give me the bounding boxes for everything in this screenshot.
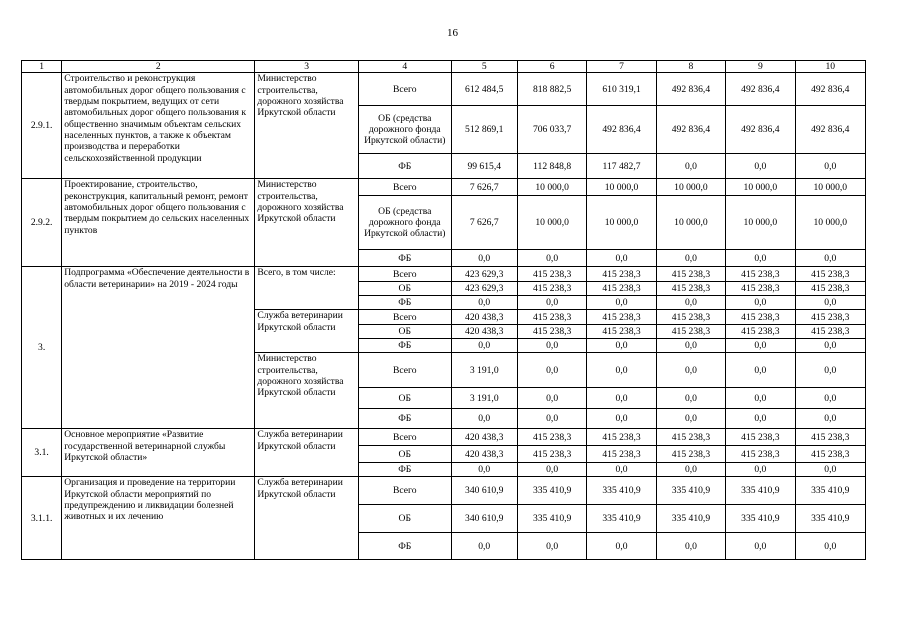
funding-source: ФБ xyxy=(358,463,451,477)
funding-source: ОБ xyxy=(358,282,451,296)
amount-cell: 415 238,3 xyxy=(795,429,865,446)
amount-cell: 0,0 xyxy=(656,353,725,388)
amount-cell: 335 410,9 xyxy=(795,477,865,505)
amount-cell: 415 238,3 xyxy=(726,310,795,325)
amount-cell: 3 191,0 xyxy=(451,388,517,409)
amount-cell: 335 410,9 xyxy=(587,477,656,505)
amount-cell: 415 238,3 xyxy=(795,310,865,325)
amount-cell: 0,0 xyxy=(451,250,517,267)
header-cell: 7 xyxy=(587,61,656,73)
item-number: 2.9.2. xyxy=(22,179,62,267)
amount-cell: 610 319,1 xyxy=(587,73,656,106)
header-cell: 8 xyxy=(656,61,725,73)
item-number: 3.1. xyxy=(22,429,62,477)
amount-cell: 0,0 xyxy=(517,296,586,310)
funding-source: ФБ xyxy=(358,154,451,179)
amount-cell: 10 000,0 xyxy=(795,179,865,196)
item-number: 3. xyxy=(22,267,62,429)
amount-cell: 335 410,9 xyxy=(726,505,795,533)
amount-cell: 0,0 xyxy=(795,250,865,267)
amount-cell: 0,0 xyxy=(726,353,795,388)
responsible-executor: Всего, в том числе: xyxy=(255,267,359,310)
amount-cell: 335 410,9 xyxy=(795,505,865,533)
amount-cell: 0,0 xyxy=(517,250,586,267)
funding-source: ОБ xyxy=(358,446,451,463)
amount-cell: 415 238,3 xyxy=(517,310,586,325)
amount-cell: 10 000,0 xyxy=(656,179,725,196)
amount-cell: 415 238,3 xyxy=(656,310,725,325)
amount-cell: 415 238,3 xyxy=(517,446,586,463)
amount-cell: 415 238,3 xyxy=(587,429,656,446)
amount-cell: 423 629,3 xyxy=(451,267,517,282)
amount-cell: 10 000,0 xyxy=(587,179,656,196)
amount-cell: 0,0 xyxy=(587,533,656,560)
funding-source: Всего xyxy=(358,267,451,282)
budget-table xyxy=(21,60,866,560)
item-number: 2.9.1. xyxy=(22,73,62,179)
amount-cell: 10 000,0 xyxy=(587,196,656,250)
amount-cell: 335 410,9 xyxy=(656,477,725,505)
amount-cell: 0,0 xyxy=(656,409,725,429)
amount-cell: 492 836,4 xyxy=(726,73,795,106)
funding-source: Всего xyxy=(358,429,451,446)
amount-cell: 415 238,3 xyxy=(656,282,725,296)
amount-cell: 492 836,4 xyxy=(795,73,865,106)
amount-cell: 7 626,7 xyxy=(451,196,517,250)
amount-cell: 0,0 xyxy=(656,463,725,477)
amount-cell: 340 610,9 xyxy=(451,477,517,505)
amount-cell: 335 410,9 xyxy=(517,505,586,533)
funding-source: ФБ xyxy=(358,296,451,310)
item-number: 3.1.1. xyxy=(22,477,62,560)
header-cell: 10 xyxy=(795,61,865,73)
amount-cell: 0,0 xyxy=(587,296,656,310)
amount-cell: 512 869,1 xyxy=(451,106,517,154)
amount-cell: 10 000,0 xyxy=(726,179,795,196)
amount-cell: 0,0 xyxy=(656,296,725,310)
page-number: 16 xyxy=(447,27,458,39)
amount-cell: 415 238,3 xyxy=(656,429,725,446)
amount-cell: 0,0 xyxy=(587,388,656,409)
amount-cell: 0,0 xyxy=(726,154,795,179)
amount-cell: 335 410,9 xyxy=(517,477,586,505)
table-body xyxy=(22,61,866,560)
amount-cell: 0,0 xyxy=(517,353,586,388)
amount-cell: 335 410,9 xyxy=(656,505,725,533)
amount-cell: 0,0 xyxy=(795,388,865,409)
amount-cell: 415 238,3 xyxy=(726,325,795,339)
funding-source: ОБ xyxy=(358,505,451,533)
amount-cell: 415 238,3 xyxy=(726,267,795,282)
amount-cell: 335 410,9 xyxy=(587,505,656,533)
header-cell: 1 xyxy=(22,61,62,73)
amount-cell: 0,0 xyxy=(451,463,517,477)
amount-cell: 0,0 xyxy=(795,353,865,388)
amount-cell: 0,0 xyxy=(517,463,586,477)
amount-cell: 420 438,3 xyxy=(451,310,517,325)
amount-cell: 0,0 xyxy=(656,339,725,353)
table-row xyxy=(22,267,866,282)
amount-cell: 0,0 xyxy=(795,296,865,310)
amount-cell: 415 238,3 xyxy=(587,310,656,325)
amount-cell: 0,0 xyxy=(451,296,517,310)
funding-source: ФБ xyxy=(358,250,451,267)
amount-cell: 415 238,3 xyxy=(587,325,656,339)
responsible-executor: Министерство строительства, дорожного хозяйства Иркутской области xyxy=(255,73,359,179)
table-row xyxy=(22,73,866,106)
amount-cell: 0,0 xyxy=(656,533,725,560)
responsible-executor: Министерство строительства, дорожного хозяйства Иркутской области xyxy=(255,179,359,267)
amount-cell: 818 882,5 xyxy=(517,73,586,106)
header-cell: 2 xyxy=(62,61,255,73)
amount-cell: 415 238,3 xyxy=(517,282,586,296)
header-cell: 9 xyxy=(726,61,795,73)
item-description: Основное мероприятие «Развитие государственной ветеринарной службы Иркутской области» xyxy=(62,429,255,477)
amount-cell: 415 238,3 xyxy=(795,282,865,296)
amount-cell: 0,0 xyxy=(517,388,586,409)
header-cell: 6 xyxy=(517,61,586,73)
item-description: Подпрограмма «Обеспечение деятельности в области ветеринарии» на 2019 - 2024 годы xyxy=(62,267,255,429)
responsible-executor: Служба ветеринарии Иркутской области xyxy=(255,477,359,560)
amount-cell: 0,0 xyxy=(587,353,656,388)
amount-cell: 0,0 xyxy=(656,388,725,409)
amount-cell: 3 191,0 xyxy=(451,353,517,388)
amount-cell: 415 238,3 xyxy=(795,325,865,339)
amount-cell: 0,0 xyxy=(726,533,795,560)
funding-source: ОБ (средства дорожного фонда Иркутской области) xyxy=(358,106,451,154)
amount-cell: 415 238,3 xyxy=(795,446,865,463)
amount-cell: 423 629,3 xyxy=(451,282,517,296)
funding-source: Всего xyxy=(358,179,451,196)
funding-source: ФБ xyxy=(358,339,451,353)
amount-cell: 415 238,3 xyxy=(517,325,586,339)
amount-cell: 112 848,8 xyxy=(517,154,586,179)
amount-cell: 415 238,3 xyxy=(656,267,725,282)
amount-cell: 0,0 xyxy=(587,409,656,429)
funding-source: ФБ xyxy=(358,409,451,429)
funding-source: Всего xyxy=(358,477,451,505)
amount-cell: 0,0 xyxy=(656,250,725,267)
item-description: Проектирование, строительство, реконструкция, капитальный ремонт, ремонт автомобильных дорог общего пользования с твердым покрытием до сельских населенных пунктов xyxy=(62,179,255,267)
amount-cell: 612 484,5 xyxy=(451,73,517,106)
amount-cell: 10 000,0 xyxy=(726,196,795,250)
item-description: Строительство и реконструкция автомобильных дорог общего пользования с твердым покрытием, ведущих от сети автомобильных дорог общего пользования к общественно значимым объектам сельских населенных пунктов, а также к объектам производства и переработки сельскохозяйственной продукции xyxy=(62,73,255,179)
amount-cell: 10 000,0 xyxy=(656,196,725,250)
amount-cell: 415 238,3 xyxy=(656,325,725,339)
amount-cell: 415 238,3 xyxy=(726,282,795,296)
amount-cell: 0,0 xyxy=(587,250,656,267)
funding-source: Всего xyxy=(358,353,451,388)
amount-cell: 0,0 xyxy=(517,409,586,429)
amount-cell: 340 610,9 xyxy=(451,505,517,533)
funding-source: ОБ xyxy=(358,325,451,339)
amount-cell: 0,0 xyxy=(795,409,865,429)
amount-cell: 492 836,4 xyxy=(726,106,795,154)
funding-source: Всего xyxy=(358,310,451,325)
amount-cell: 7 626,7 xyxy=(451,179,517,196)
amount-cell: 10 000,0 xyxy=(517,179,586,196)
amount-cell: 0,0 xyxy=(451,533,517,560)
amount-cell: 415 238,3 xyxy=(587,446,656,463)
header-cell: 5 xyxy=(451,61,517,73)
funding-source: Всего xyxy=(358,73,451,106)
header-cell: 3 xyxy=(255,61,359,73)
amount-cell: 492 836,4 xyxy=(656,106,725,154)
funding-source: ОБ xyxy=(358,388,451,409)
amount-cell: 420 438,3 xyxy=(451,325,517,339)
amount-cell: 117 482,7 xyxy=(587,154,656,179)
amount-cell: 99 615,4 xyxy=(451,154,517,179)
amount-cell: 0,0 xyxy=(795,463,865,477)
amount-cell: 415 238,3 xyxy=(726,429,795,446)
amount-cell: 415 238,3 xyxy=(587,267,656,282)
funding-source: ФБ xyxy=(358,533,451,560)
responsible-executor: Министерство строительства, дорожного хозяйства Иркутской области xyxy=(255,353,359,429)
amount-cell: 420 438,3 xyxy=(451,429,517,446)
funding-source: ОБ (средства дорожного фонда Иркутской области) xyxy=(358,196,451,250)
responsible-executor: Служба ветеринарии Иркутской области xyxy=(255,429,359,477)
header-row xyxy=(22,61,866,73)
amount-cell: 0,0 xyxy=(517,339,586,353)
amount-cell: 0,0 xyxy=(726,296,795,310)
amount-cell: 10 000,0 xyxy=(517,196,586,250)
amount-cell: 415 238,3 xyxy=(587,282,656,296)
amount-cell: 0,0 xyxy=(587,339,656,353)
amount-cell: 706 033,7 xyxy=(517,106,586,154)
amount-cell: 335 410,9 xyxy=(726,477,795,505)
table-row xyxy=(22,179,866,196)
amount-cell: 492 836,4 xyxy=(656,73,725,106)
amount-cell: 0,0 xyxy=(726,339,795,353)
amount-cell: 492 836,4 xyxy=(587,106,656,154)
amount-cell: 0,0 xyxy=(726,250,795,267)
amount-cell: 0,0 xyxy=(795,154,865,179)
amount-cell: 0,0 xyxy=(795,339,865,353)
amount-cell: 0,0 xyxy=(726,409,795,429)
amount-cell: 415 238,3 xyxy=(517,429,586,446)
amount-cell: 420 438,3 xyxy=(451,446,517,463)
table-row xyxy=(22,477,866,505)
item-description: Организация и проведение на территории Иркутской области мероприятий по предупреждению и ликвидации болезней животных и их лечению xyxy=(62,477,255,560)
amount-cell: 10 000,0 xyxy=(795,196,865,250)
amount-cell: 415 238,3 xyxy=(795,267,865,282)
responsible-executor: Служба ветеринарии Иркутской области xyxy=(255,310,359,353)
amount-cell: 415 238,3 xyxy=(726,446,795,463)
amount-cell: 0,0 xyxy=(656,154,725,179)
amount-cell: 0,0 xyxy=(587,463,656,477)
amount-cell: 0,0 xyxy=(726,388,795,409)
table-row xyxy=(22,429,866,446)
amount-cell: 0,0 xyxy=(451,339,517,353)
amount-cell: 492 836,4 xyxy=(795,106,865,154)
amount-cell: 415 238,3 xyxy=(517,267,586,282)
amount-cell: 0,0 xyxy=(726,463,795,477)
amount-cell: 0,0 xyxy=(795,533,865,560)
amount-cell: 0,0 xyxy=(451,409,517,429)
amount-cell: 415 238,3 xyxy=(656,446,725,463)
amount-cell: 0,0 xyxy=(517,533,586,560)
header-cell: 4 xyxy=(358,61,451,73)
